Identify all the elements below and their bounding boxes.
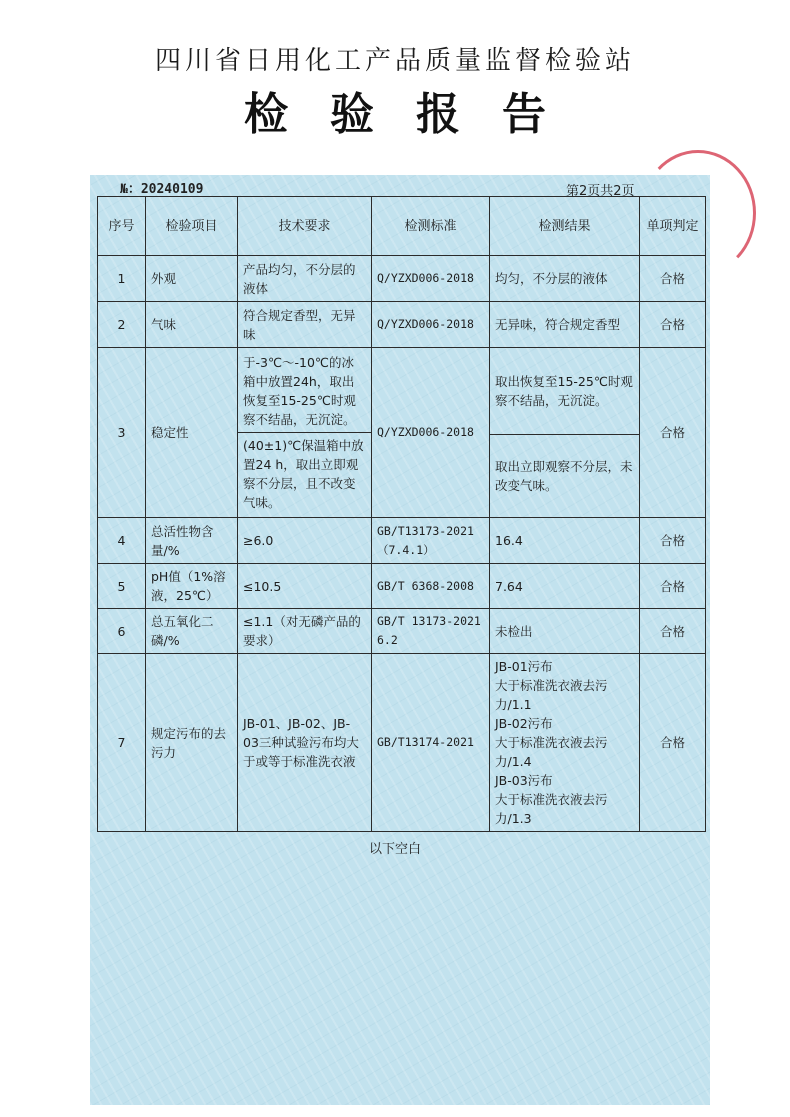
col-header-judgement: 单项判定 (640, 197, 706, 256)
row-result: 7.64 (490, 564, 640, 609)
row-result: 未检出 (490, 609, 640, 654)
row-result: 16.4 (490, 518, 640, 564)
row-no: 4 (98, 518, 146, 564)
row-item: 规定污布的去污力 (146, 654, 238, 832)
row-requirement (238, 348, 372, 518)
row-no: 7 (98, 654, 146, 832)
row-result: 无异味，符合规定香型 (490, 302, 640, 348)
table-row (98, 564, 706, 609)
report-title: 检验报告 (244, 89, 588, 140)
row-judgement: 合格 (640, 302, 706, 348)
row-requirement: JB-01、JB-02、JB-03三种试验污布均大于或等于标准洗衣液 (238, 654, 372, 832)
row-requirement: ≤1.1（对无磷产品的要求） (238, 609, 372, 654)
row-no: 6 (98, 609, 146, 654)
row-standard: Q/YZXD006-2018 (372, 348, 490, 518)
end-of-report-note: 以下空白 (368, 842, 421, 857)
result-line: JB-03污布 (495, 773, 553, 788)
table-row (98, 609, 706, 654)
result-cold: 取出恢复至15-25℃时观察不结晶，无沉淀。 (490, 348, 639, 435)
row-result (490, 348, 640, 518)
row-item: 稳定性 (146, 348, 238, 518)
table-row (98, 302, 706, 348)
row-item: 外观 (146, 256, 238, 302)
table-row (98, 518, 706, 564)
result-heat: 取出立即观察不分层，未改变气味。 (495, 459, 633, 493)
col-header-result: 检测结果 (490, 197, 640, 256)
row-standard: Q/YZXD006-2018 (372, 256, 490, 302)
table-row (98, 654, 706, 832)
row-judgement: 合格 (640, 609, 706, 654)
row-item: 总五氧化二磷/% (146, 609, 238, 654)
row-item: 总活性物含量/% (146, 518, 238, 564)
row-judgement: 合格 (640, 518, 706, 564)
row-judgement: 合格 (640, 564, 706, 609)
row-no: 2 (98, 302, 146, 348)
organization-name: 四川省日用化工产品质量监督检验站 (154, 46, 635, 76)
col-header-no: 序号 (98, 197, 146, 256)
col-header-requirement: 技术要求 (238, 197, 372, 256)
requirement-heat: (40±1)℃保温箱中放置24 h，取出立即观察不分层，且不改变气味。 (243, 438, 364, 510)
row-result (490, 654, 640, 832)
row-requirement: 符合规定香型，无异味 (238, 302, 372, 348)
table-row (98, 348, 706, 518)
row-item: 气味 (146, 302, 238, 348)
row-judgement: 合格 (640, 256, 706, 302)
col-header-standard: 检测标准 (372, 197, 490, 256)
row-no: 3 (98, 348, 146, 518)
inspection-results-table (97, 196, 706, 832)
requirement-cold: 于-3℃～-10℃的冰箱中放置24h，取出恢复至15-25℃时观察不结晶，无沉淀。 (238, 350, 371, 433)
result-line: 大于标准洗衣液去污力/1.1 (495, 678, 608, 712)
result-line: 大于标准洗衣液去污力/1.3 (495, 792, 608, 826)
table-header-row (98, 197, 706, 256)
result-line: 大于标准洗衣液去污力/1.4 (495, 735, 608, 769)
row-requirement: 产品均匀，不分层的液体 (238, 256, 372, 302)
row-standard: Q/YZXD006-2018 (372, 302, 490, 348)
result-line: JB-01污布 (495, 659, 553, 674)
row-standard: GB/T 13173-2021 6.2 (372, 609, 490, 654)
row-result: 均匀，不分层的液体 (490, 256, 640, 302)
row-standard: GB/T13174-2021 (372, 654, 490, 832)
row-requirement: ≤10.5 (238, 564, 372, 609)
page-info: 第2页共2页 (566, 184, 635, 199)
col-header-item: 检验项目 (146, 197, 238, 256)
row-judgement: 合格 (640, 348, 706, 518)
table-row (98, 256, 706, 302)
row-standard: GB/T13173-2021（7.4.1） (372, 518, 490, 564)
row-item: pH值（1%溶液，25℃） (146, 564, 238, 609)
row-standard: GB/T 6368-2008 (372, 564, 490, 609)
result-line: JB-02污布 (495, 716, 553, 731)
row-requirement: ≥6.0 (238, 518, 372, 564)
row-judgement: 合格 (640, 654, 706, 832)
report-number: №：20240109 (120, 182, 204, 197)
row-no: 5 (98, 564, 146, 609)
row-no: 1 (98, 256, 146, 302)
